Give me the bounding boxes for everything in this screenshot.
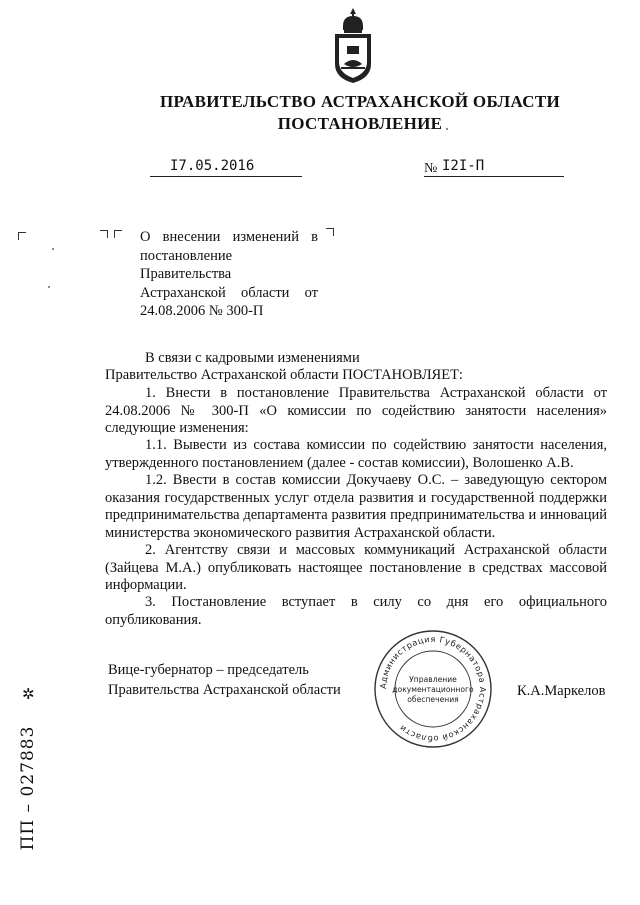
stamp-line-3: обеспечения [407, 695, 459, 704]
coat-of-arms-icon [327, 6, 379, 86]
document-type: ПОСТАНОВЛЕНИЕ [277, 114, 443, 133]
government-title: ПРАВИТЕЛЬСТВО АСТРАХАНСКОЙ ОБЛАСТИ [160, 92, 560, 111]
corner-mark [114, 230, 122, 238]
paragraph-2: 2. Агентству связи и массовых коммуникаций Астраханской области (Зайцева М.А.) опубликовать настоящее постановление в средствах массовой информации. [105, 542, 607, 593]
scan-speck [48, 286, 50, 288]
date-underline [150, 176, 302, 177]
paragraph-1: 1. Внести в постановление Правительства Астраханской области от 24.08.2006 № 300-П «О комиссии по содействию занятости населения» следующие изменения: [105, 385, 607, 436]
serial-number-text: ПП – 027883 [18, 725, 38, 850]
official-stamp [372, 628, 494, 750]
corner-mark [100, 230, 108, 238]
stamp-line-1: Управление [409, 675, 457, 684]
paragraph-1-2: 1.2. Ввести в состав комиссии Докучаеву О.С. – заведующую сектором оказания государственных услуг отдела развития и государственной поддержки предпринимательства департамента развития предпринимательства и инноваций министерства экономического развития Астраханской области. [105, 472, 607, 541]
paragraph-1-1: 1.1. Вывести из состава комиссии по содействию занятости населения, утвержденного постановлением (далее - состав комиссии), Волошенко А.В. [105, 437, 607, 471]
number-underline [424, 176, 564, 177]
signatory-name: К.А.Маркелов [517, 683, 606, 699]
signatory-position [108, 660, 341, 700]
paragraph-3: 3. Постановление вступает в силу со дня его официального опубликования. [105, 594, 607, 628]
ornament-icon: ✲ [22, 687, 35, 703]
document-number: I2I-П [442, 158, 485, 174]
intro-line-2: Правительство Астраханской области ПОСТАНОВЛЯЕТ: [105, 367, 463, 383]
scan-speck [52, 248, 54, 250]
intro-line-1: В связи с кадровыми изменениями [145, 350, 360, 366]
corner-mark [18, 232, 26, 240]
serial-number [1, 700, 55, 875]
position-line-1: Вице-губернатор – председатель [108, 662, 309, 678]
position-line-2: Правительства Астраханской области [108, 682, 341, 698]
stamp-ring-text: Администрация Губернатора Астраханской области [377, 633, 489, 745]
document-date: I7.05.2016 [170, 158, 255, 174]
document-subject: О внесении изменений в постановление Правительства Астраханской области от 24.08.2006 № 300-П [140, 229, 318, 319]
stamp-line-2: документационного [392, 685, 474, 694]
number-label: № [424, 161, 438, 176]
scan-speck [446, 128, 448, 130]
corner-mark [326, 228, 334, 236]
